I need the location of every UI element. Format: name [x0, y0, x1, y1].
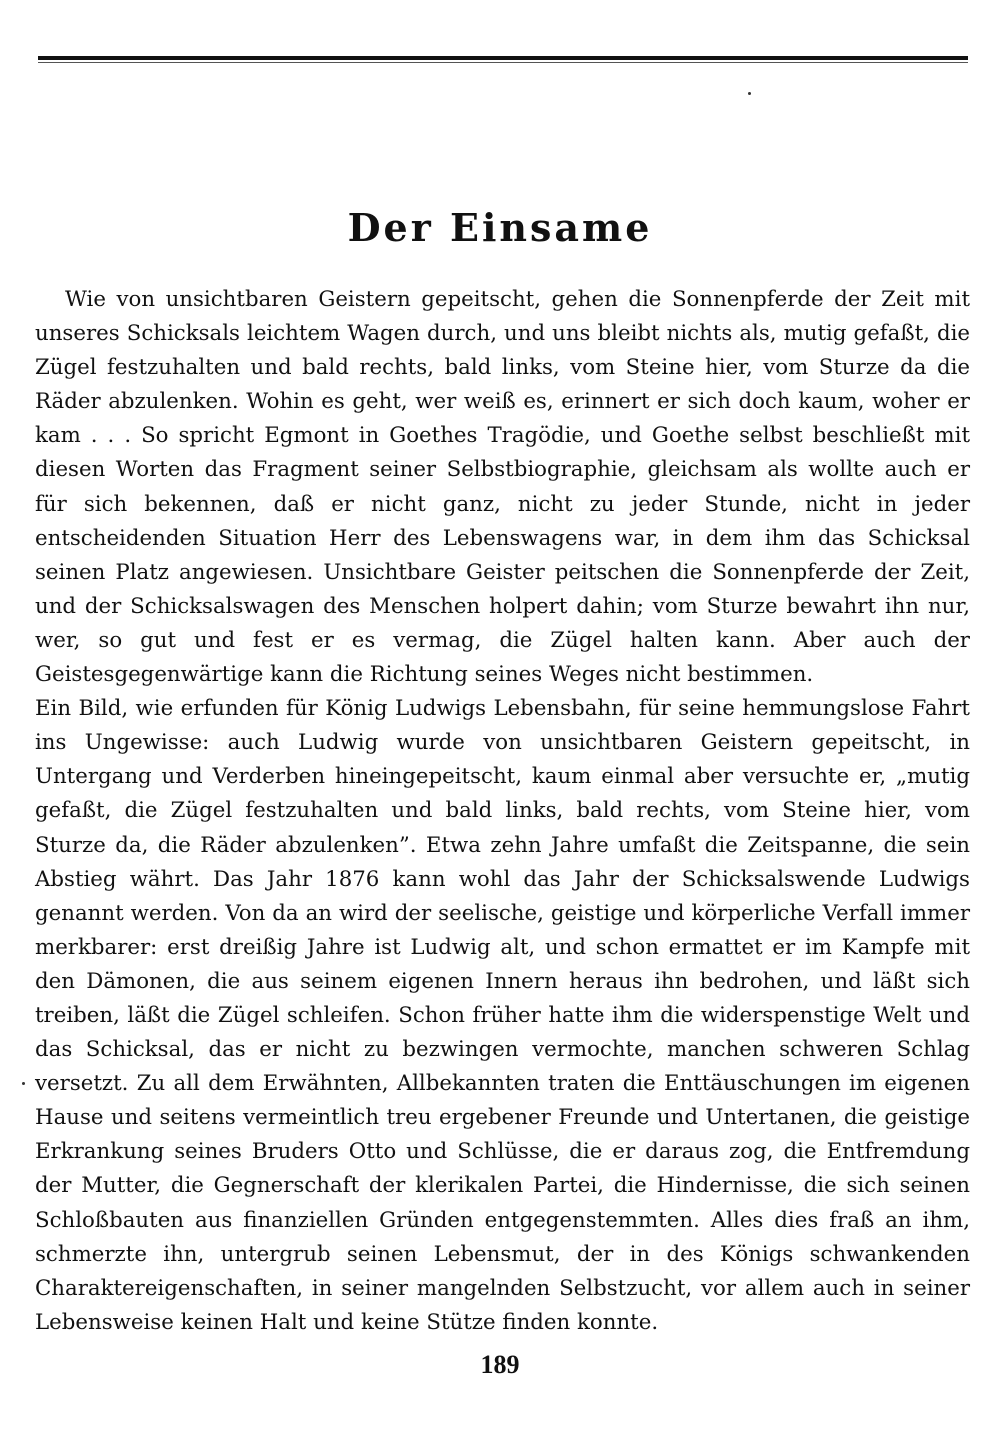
body-text [35, 283, 970, 1340]
paragraph-2: Ein Bild, wie erfunden für König Ludwigs Lebensbahn, für seine hemmungslose Fahrt ins Ungewisse: auch Ludwig wurde von unsichtbaren Geistern gepeitscht, in Untergang und Verderben hineingepeitscht, kaum einmal aber versuchte er, „mutig gefaßt, die Zügel festzuhalten und bald links, bald rechts, vom Steine hier, vom Sturze da, die Räder abzulenken”. Etwa zehn Jahre umfaßt die Zeitspanne, die sein Abstieg währt. Das Jahr 1876 kann wohl das Jahr der Schicksalswende Ludwigs genannt werden. Von da an wird der seelische, geistige und körperliche Verfall immer merkbarer: erst dreißig Jahre ist Ludwig alt, und schon ermattet er im Kampfe mit den Dämonen, die aus seinem eigenen Innern heraus ihn bedrohen, und läßt sich treiben, läßt die Zügel schleifen. Schon früher hatte ihm die widerspenstige Welt und das Schicksal, das er nicht zu bezwingen vermochte, manchen schweren Schlag versetzt. Zu all dem Erwähnten, Allbekannten traten die Enttäuschungen im eigenen Hause und seitens vermeintlich treu ergebener Freunde und Untertanen, die geistige Erkrankung seines Bruders Otto und Schlüsse, die er daraus zog, die Entfremdung der Mutter, die Gegnerschaft der klerikalen Partei, die Hindernisse, die sich seinen Schloßbauten aus finanziellen Gründen entgegenstemmten. Alles dies fraß an ihm, schmerzte ihn, untergrub seinen Lebensmut, der in des Königs schwankenden Charaktereigenschaften, in seiner mangelnden Selbstzucht, vor allem auch in seiner Lebensweise keinen Halt und keine Stütze finden konnte. [35, 696, 970, 1335]
header-rule [38, 56, 968, 60]
chapter-title: Der Einsame [347, 205, 653, 250]
header-rule-thin [38, 62, 968, 63]
paragraph-1: Wie von unsichtbaren Geistern gepeitscht, gehen die Sonnenpferde der Zeit mit unseres Schicksals leichtem Wagen durch, und uns bleibt nichts als, mutig gefaßt, die Zügel festzuhalten und bald rechts, bald links, vom Steine hier, vom Sturze da die Räder abzulenken. Wohin es geht, wer weiß es, erinnert er sich doch kaum, woher er kam . . . So spricht Egmont in Goethes Tragödie, und Goethe selbst beschließt mit diesen Worten das Fragment seiner Selbstbiographie, gleichsam als wollte auch er für sich bekennen, daß er nicht ganz, nicht zu jeder Stunde, nicht in jeder entscheidenden Situation Herr des Lebenswagens war, in dem ihm das Schicksal seinen Platz angewiesen. Unsichtbare Geister peitschen die Sonnenpferde der Zeit, und der Schicksalswagen des Menschen holpert dahin; vom Sturze bewahrt ihn nur, wer, so gut und fest er es vermag, die Zügel halten kann. Aber auch der Geistesgegenwärtige kann die Richtung seines Weges nicht bestimmen. [35, 287, 970, 688]
print-speck [22, 1082, 25, 1085]
print-speck [748, 92, 751, 95]
page-number: 189 [480, 1350, 520, 1379]
